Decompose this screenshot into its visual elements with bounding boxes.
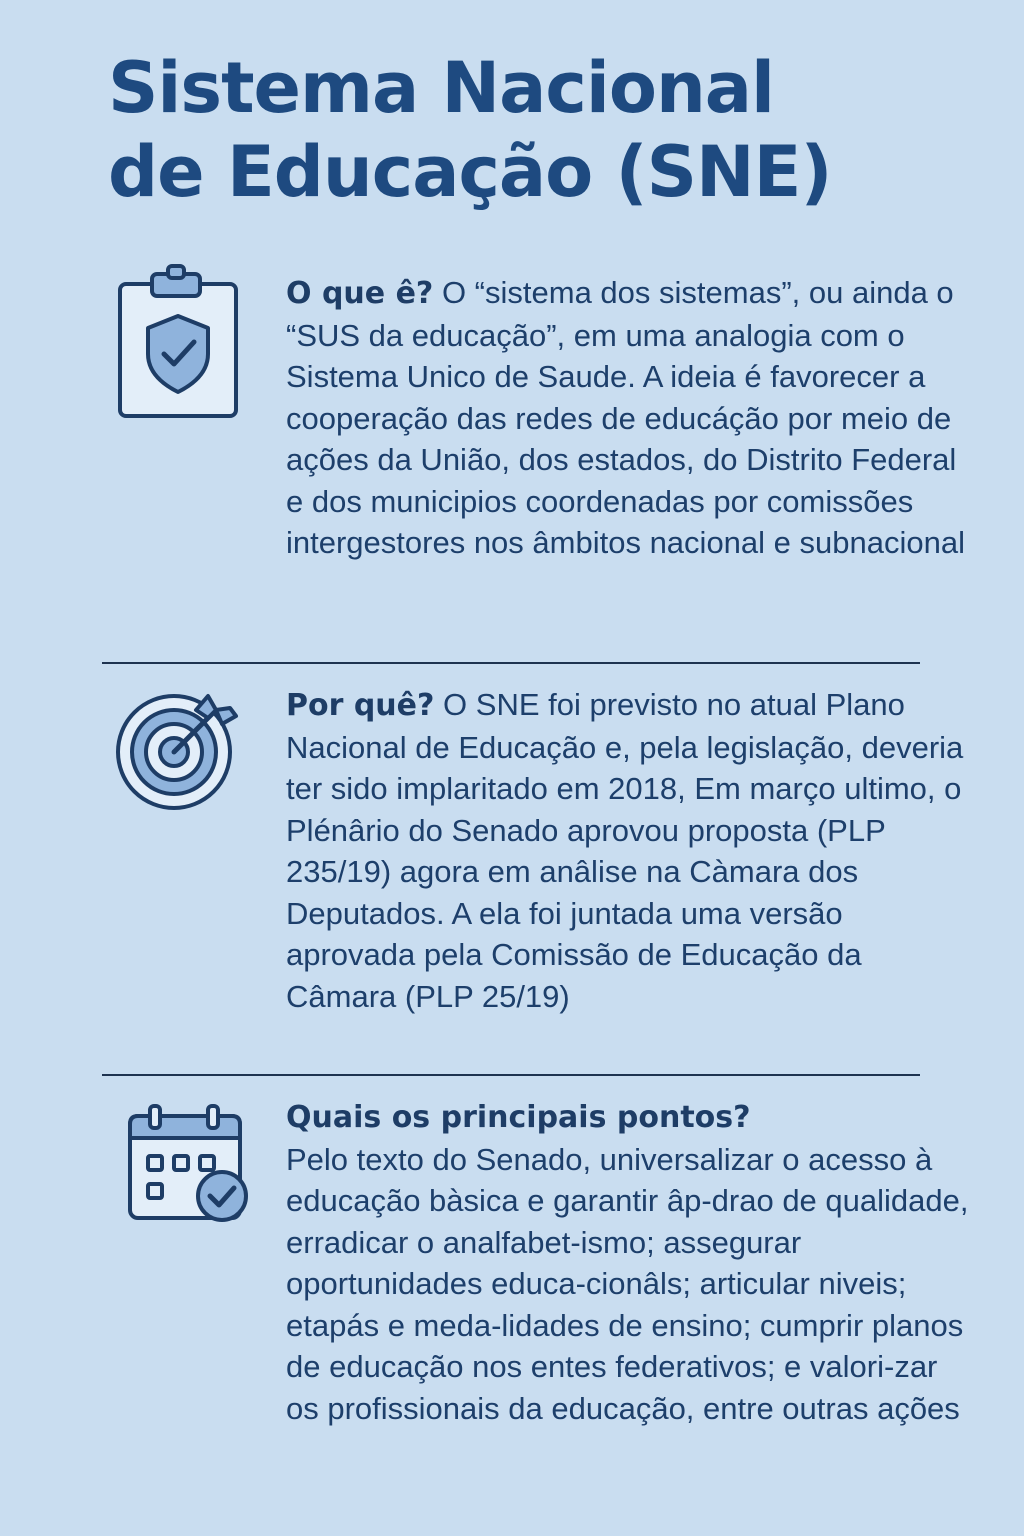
target-arrow-icon [112,686,244,818]
section-text [286,684,976,1017]
title-line-2: de Educação (SNE) [108,131,832,213]
section-body: O SNE foi previsto no atual Plano Nacional de Educação e, pela legislação, deveria ter sido implaritado em 2018, Em março ultimo, o Plénârio do Senado aprovou proposta (PLP 235/19) agora em anâlise na Càmara dos Deputados. A ela foi juntada uma versão aprovada pela Comissão de Educação da Câmara (PLP 25/19) [286,687,964,1014]
section-divider [102,1074,920,1076]
section-text [286,272,976,564]
page-title [108,46,988,214]
section-divider [102,662,920,664]
section-body: O “sistema dos sistemas”, ou ainda o “SUS da educação”, em uma analogia com o Sistema Unico de Saude. A ideia é favorecer a cooperação das redes de educáção por meio de ações da União, dos estados, do Distrito Federal e dos municipios coordenadas por comissões intergestores nos âmbitos nacional e subnacional [286,275,965,560]
section-text [286,1096,976,1429]
section-lead: Quais os principais pontos? [286,1100,751,1135]
section-body: Pelo texto do Senado, universalizar o acesso à educação bàsica e garantir âp-drao de qualidade, erradicar o analfabet-ismo; assegurar oportunidades educa-cionâls; articular niveis; etapás e meda-lidades de ensino; cumprir planos de educação nos entes federativos; e valori-zar os profissionais da educação, entre outras ações [286,1141,969,1426]
title-line-1: Sistema Nacional [108,47,775,129]
section-lead: Por quê? [286,688,435,723]
calendar-check-icon [112,1102,252,1226]
section-lead: O que ê? [286,276,434,311]
clipboard-shield-icon [112,262,240,422]
